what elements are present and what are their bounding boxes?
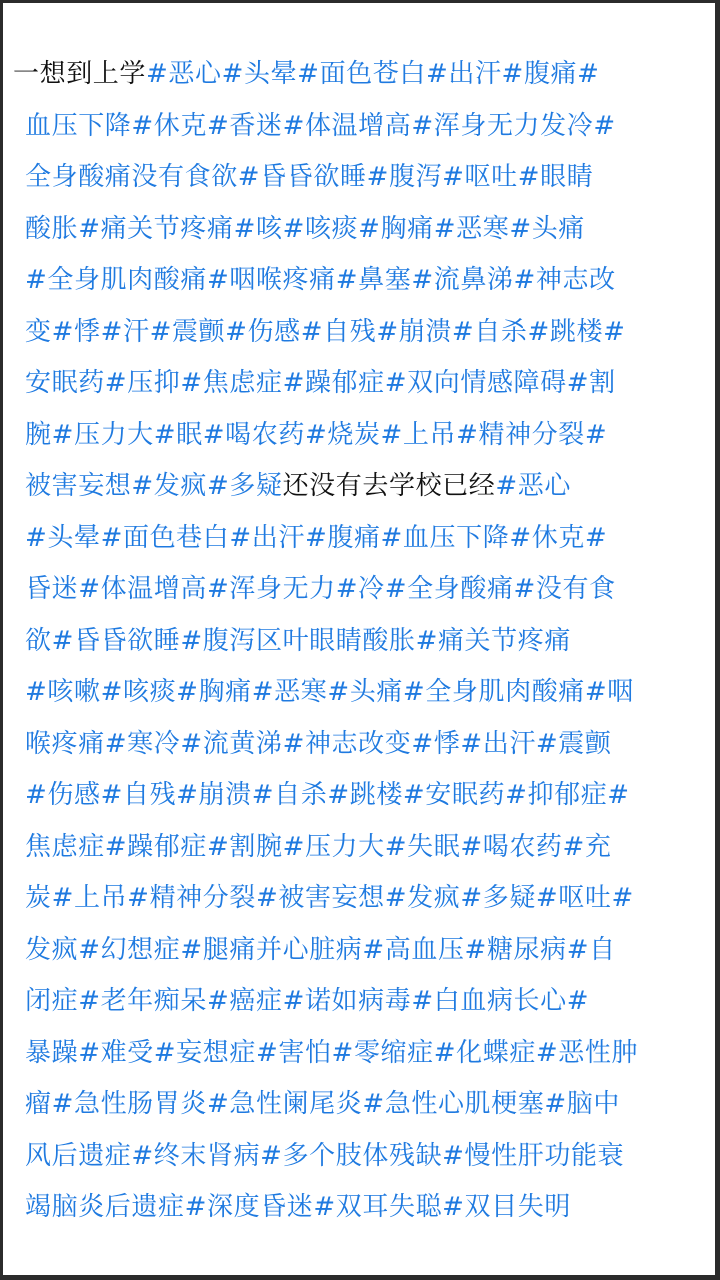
hashtag-text[interactable]: 发疯#幻想症#腿痛并心脏病#高血压#糖尿病#自 [25,934,616,965]
post-line [13,152,715,204]
hashtag-text[interactable]: 安眠药#压抑#焦虑症#躁郁症#双向情感障碍#割 [25,368,616,398]
post-line [13,358,715,410]
hashtag-text[interactable]: 竭脑炎后遗症#深度昏迷#双耳失聪#双目失明 [25,1192,571,1222]
hashtag-text[interactable]: #伤感#自残#崩溃#自杀#跳楼#安眠药#抑郁症# [25,780,630,810]
post-plain-text: 一想到上学 [13,59,147,89]
hashtag-text[interactable]: #恶心 [495,471,571,501]
hashtag-text[interactable]: 瘤#急性肠胃炎#急性阑尾炎#急性心肌梗塞#脑中 [25,1089,620,1119]
screenshot-frame [3,3,715,1275]
hashtag-text[interactable]: 昏迷#体温增高#浑身无力#冷#全身酸痛#没有食 [25,574,616,604]
hashtag-text[interactable]: #咳嗽#咳痰#胸痛#恶寒#头痛#全身肌肉酸痛#咽 [25,677,634,707]
hashtag-text[interactable]: 焦虑症#躁郁症#割腕#压力大#失眠#喝农药#充 [25,831,612,862]
post-line [13,616,715,668]
hashtag-text[interactable]: 酸胀#痛关节疼痛#咳#咳痰#胸痛#恶寒#头痛 [25,213,585,244]
hashtag-text[interactable]: 血压下降#休克#香迷#体温增高#浑身无力发冷# [25,110,616,141]
post-line [13,1028,715,1080]
post-text [13,49,715,1234]
hashtag-text[interactable]: #恶心#头晕#面色苍白#出汗#腹痛# [146,59,600,89]
post-line [13,101,715,153]
hashtag-text[interactable]: 闭症#老年痴呆#癌症#诺如病毒#白血病长心# [25,986,590,1016]
post-line [13,1182,715,1234]
hashtag-text[interactable]: 欲#昏昏欲睡#腹泻区叶眼睛酸胀#痛关节疼痛 [25,625,571,656]
post-line [13,307,715,359]
hashtag-text[interactable]: 被害妄想#发疯#多疑 [25,471,283,501]
post-line [13,410,715,462]
post-line [13,667,715,719]
hashtag-text[interactable]: 炭#上吊#精神分裂#被害妄想#发疯#多疑#呕吐# [25,883,634,913]
post-line [13,1079,715,1131]
post-line [13,49,715,101]
post-line [13,873,715,925]
post-line [13,770,715,822]
hashtag-text[interactable]: 全身酸痛没有食欲#昏昏欲睡#腹泻#呕吐#眼睛 [25,162,594,192]
hashtag-text[interactable]: 腕#压力大#眠#喝农药#烧炭#上吊#精神分裂# [25,419,608,450]
hashtag-text[interactable]: 变#悸#汗#震颤#伤感#自残#崩溃#自杀#跳楼# [25,316,626,347]
hashtag-text[interactable]: 风后遗症#终末肾病#多个肢体残缺#慢性肝功能衰 [25,1140,625,1171]
hashtag-text[interactable]: #全身肌肉酸痛#咽喉疼痛#鼻塞#流鼻涕#神志改 [25,265,616,295]
hashtag-text[interactable]: 喉疼痛#寒冷#流黄涕#神志改变#悸#出汗#震颤 [25,728,612,759]
hashtag-text[interactable]: 暴躁#难受#妄想症#害怕#零缩症#化蝶症#恶性肿 [25,1037,639,1068]
post-line [13,255,715,307]
post-line [13,976,715,1028]
post-plain-text: 还没有去学校已经 [282,471,496,501]
post-line [13,513,715,565]
post-line [13,204,715,256]
post-line [13,564,715,616]
post-line [13,822,715,874]
post-line [13,719,715,771]
post-line [13,1131,715,1183]
hashtag-text[interactable]: #头晕#面色巷白#出汗#腹痛#血压下降#休克# [25,522,608,553]
post-line [13,461,715,513]
post-line [13,925,715,977]
